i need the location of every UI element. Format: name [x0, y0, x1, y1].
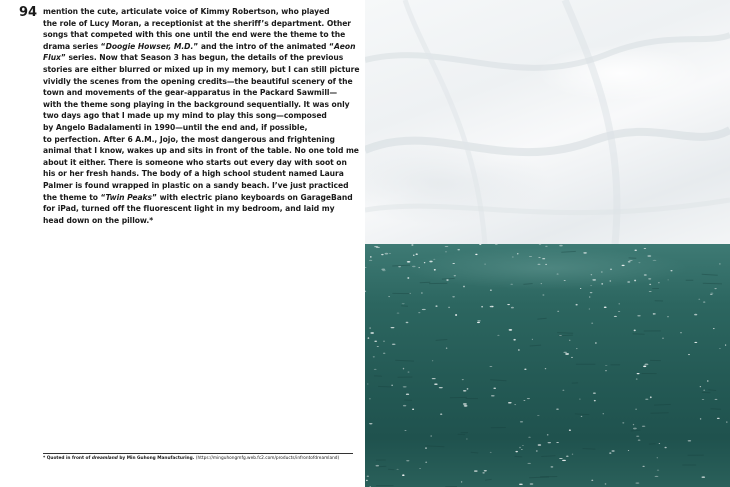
- body-line: [43, 192, 361, 204]
- body-line: [43, 52, 361, 64]
- text-run: for iPad, turned off the fluorescent light in my bedroom, and laid my: [43, 204, 335, 214]
- italic-title: Aeon: [333, 41, 356, 51]
- body-line: [43, 134, 361, 146]
- text-run: his or her fresh hands. The body of a high school student named Laura: [43, 169, 344, 179]
- footnote-url: (https://minguhongmfg.web.fc2.com/products/infrontofdreamland): [195, 456, 340, 461]
- text-run: animal that I know, wakes up and sits in front of the table. No one told me: [43, 146, 359, 156]
- body-line: [43, 145, 361, 157]
- italic-title: Flux: [43, 53, 61, 63]
- body-line: [43, 87, 361, 99]
- body-line: [43, 76, 361, 88]
- text-run: stories are either blurred or mixed up in my memory, but I can still picture: [43, 64, 360, 74]
- text-run: by Angelo Badalamenti in 1990—until the end and, if possible,: [43, 122, 308, 132]
- right-page: [365, 0, 730, 487]
- text-run: ” with electric piano keyboards on GarageBand: [152, 192, 353, 202]
- sheet-folds: [365, 0, 730, 244]
- footnote: [43, 453, 353, 462]
- body-line: [43, 64, 361, 76]
- body-line: [43, 168, 361, 180]
- text-run: two days ago that I made up my mind to play this song—composed: [43, 111, 327, 121]
- footnote-title: dreamland: [91, 456, 118, 461]
- text-run: songs that competed with this one until the end were the theme to the: [43, 30, 346, 40]
- body-line: [43, 180, 361, 192]
- body-line: [43, 203, 361, 215]
- text-run: the role of Lucy Moran, a receptionist at the sheriff’s department. Other: [43, 18, 351, 28]
- body-line: [43, 41, 361, 53]
- sea-sparkles: [365, 244, 730, 487]
- text-run: ” series. Now that Season 3 has begun, the details of the previous: [60, 53, 344, 63]
- text-run: head down on the pillow.*: [43, 215, 154, 225]
- text-run: the theme to “: [43, 192, 106, 202]
- sea-photo: [365, 244, 730, 487]
- page-number: 94: [19, 5, 38, 20]
- footnote-prefix: * Quoted in front of: [43, 456, 92, 461]
- text-run: drama series “: [43, 41, 106, 51]
- body-line: [43, 110, 361, 122]
- text-run: mention the cute, articulate voice of Kimmy Robertson, who played: [43, 7, 330, 16]
- text-run: about it either. There is someone who starts out every day with soot on: [43, 157, 347, 167]
- text-run: ” and the intro of the animated “: [193, 41, 334, 51]
- body-line: [43, 18, 361, 30]
- text-run: vividly the scenes from the opening credits—the beautiful scenery of the: [43, 76, 353, 86]
- body-line: [43, 215, 361, 227]
- text-run: to perfection. After 6 A.M., Jojo, the most dangerous and frightening: [43, 134, 335, 144]
- body-line: [43, 99, 361, 111]
- italic-title: Doogie Howser, M.D.: [105, 41, 194, 51]
- body-line: [43, 29, 361, 41]
- bedsheet-photo: [365, 0, 730, 244]
- body-line: [43, 122, 361, 134]
- body-line: [43, 6, 361, 18]
- text-run: Palmer is found wrapped in plastic on a sandy beach. I’ve just practiced: [43, 180, 349, 190]
- footnote-by: by Min Guhong Manufacturing.: [117, 456, 196, 461]
- body-text: [43, 6, 361, 226]
- text-run: town and movements of the gear-apparatus in the Packard Sawmill—: [43, 88, 337, 98]
- italic-title: Twin Peaks: [105, 192, 153, 202]
- body-line: [43, 157, 361, 169]
- text-run: with the theme song playing in the background sequentially. It was only: [43, 99, 350, 109]
